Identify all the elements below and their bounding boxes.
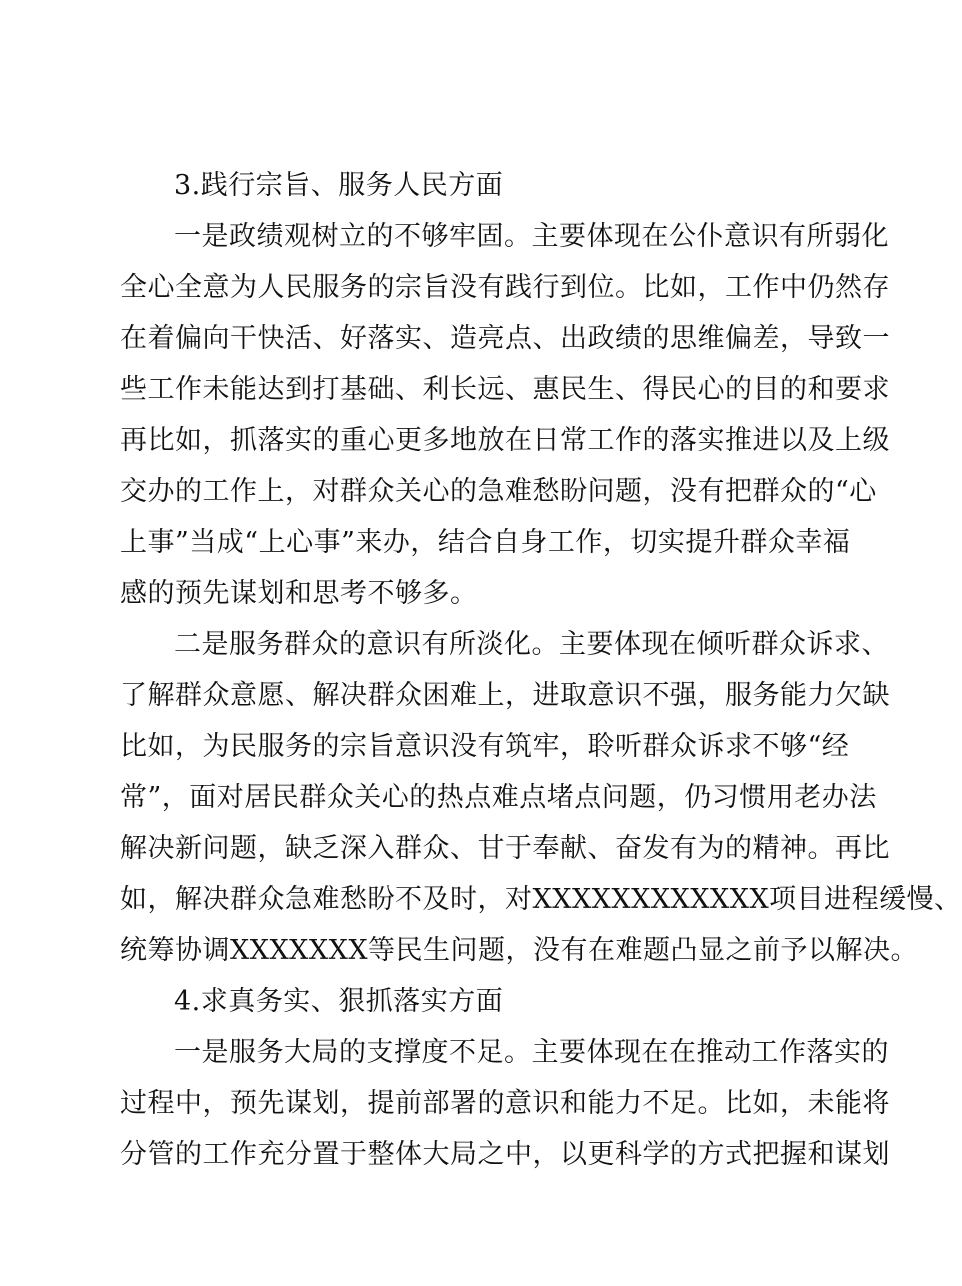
paragraph-line: 感的预先谋划和思考不够多。 [120, 578, 478, 609]
paragraph-line: 解决新问题，缺乏深入群众、甘于奉献、奋发有为的精神。再比 [120, 833, 890, 864]
paragraph-line: 常”，面对居民群众关心的热点难点堵点问题，仍习惯用老办法 [120, 782, 877, 813]
paragraph-line: 再比如，抓落实的重心更多地放在日常工作的落实推进以及上级 [120, 425, 890, 456]
body-text [120, 160, 962, 1180]
paragraph-line: 上事”当成“上心事”来办，结合自身工作，切实提升群众幸福 [120, 527, 851, 558]
paragraph-line: 过程中，预先谋划，提前部署的意识和能力不足。比如，未能将 [120, 1088, 890, 1119]
paragraph-line: 比如，为民服务的宗旨意识没有筑牢，聆听群众诉求不够“经 [120, 731, 850, 762]
paragraph-line: 分管的工作充分置于整体大局之中，以更科学的方式把握和谋划 [120, 1139, 890, 1170]
paragraph-line: 在着偏向干快活、好落实、造亮点、出政绩的思维偏差，导致一 [120, 323, 890, 354]
section-heading-4: 4.求真务实、狠抓落实方面 [174, 986, 504, 1017]
paragraph-line: 一是政绩观树立的不够牢固。主要体现在公仆意识有所弱化 [174, 221, 889, 252]
paragraph-line: 如，解决群众急难愁盼不及时，对XXXXXXXXXXXX项目进程缓慢、 [120, 884, 962, 915]
paragraph-line: 了解群众意愿、解决群众困难上，进取意识不强，服务能力欠缺 [120, 680, 890, 711]
paragraph-line: 全心全意为人民服务的宗旨没有践行到位。比如，工作中仍然存 [120, 272, 890, 303]
paragraph-line: 二是服务群众的意识有所淡化。主要体现在倾听群众诉求、 [174, 629, 889, 660]
paragraph-line: 一是服务大局的支撑度不足。主要体现在在推动工作落实的 [174, 1037, 889, 1068]
paragraph-line: 些工作未能达到打基础、利长远、惠民生、得民心的目的和要求 [120, 374, 890, 405]
section-heading-3: 3.践行宗旨、服务人民方面 [174, 170, 504, 201]
paragraph-line: 统筹协调XXXXXXX等民生问题，没有在难题凸显之前予以解决。 [120, 935, 919, 966]
paragraph-line: 交办的工作上，对群众关心的急难愁盼问题，没有把群众的“心 [120, 476, 877, 507]
